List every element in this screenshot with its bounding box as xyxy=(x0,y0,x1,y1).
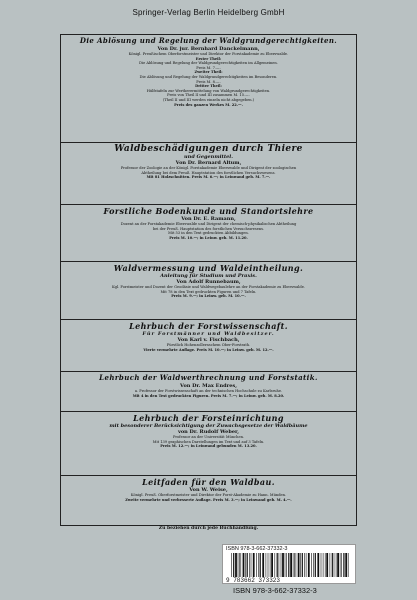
ad-author: Von Dr. jur. Bernhard Danckelmann, xyxy=(157,46,260,52)
ad-author: Von Dr. Max Endres, xyxy=(180,383,237,389)
barcode-bar xyxy=(253,553,255,577)
ad-forstwissenschaft xyxy=(61,320,356,372)
ad-line: Preis des ganzen Werkes M. 22.—. xyxy=(174,102,243,107)
ad-line: Zweite vermehrte und verbesserte Auflage. Preis M. 3.—; in Leinwand geb. M. 4.—. xyxy=(125,497,292,502)
barcode-bar xyxy=(294,553,295,577)
barcode-bar xyxy=(330,553,331,577)
ad-title: Die Ablösung und Regelung der Waldgrundgerechtigkeiten. xyxy=(79,36,338,45)
ad-subtitle: Für Forstmänner und Waldbesitzer. xyxy=(142,331,275,337)
ad-bodenkunde xyxy=(61,205,356,262)
barcode-bar xyxy=(337,553,339,577)
barcode-bar xyxy=(286,553,287,577)
ad-author: Von W. Weise, xyxy=(189,487,228,493)
ad-line: Abtheilung bei dem Preuß. Hauptstation des forstlichen Versuchswesens. xyxy=(141,170,276,175)
ad-author: Von Dr. E. Ramann, xyxy=(181,216,236,222)
barcode-bar xyxy=(348,553,349,577)
barcode-bar xyxy=(325,553,326,577)
ad-line: Preis M. 10.—; in Leinw. geb. M. 11.20. xyxy=(169,235,248,240)
barcode-bar xyxy=(279,553,280,577)
barcode-bar xyxy=(313,553,314,577)
barcode-label xyxy=(222,544,356,584)
isbn-large-text: ISBN 978-3-662-37332-3 xyxy=(233,586,317,595)
barcode-bar xyxy=(308,553,310,577)
publisher-name: Springer-Verlag Berlin Heidelberg GmbH xyxy=(132,8,285,17)
barcode-bar xyxy=(298,553,300,577)
barcode-bar xyxy=(247,553,248,577)
barcode-bar xyxy=(282,553,284,577)
barcode-bar xyxy=(321,553,322,577)
barcode-bar xyxy=(277,553,278,577)
ad-line: bei der Preuß. Hauptstation des forstlichen Versuchswesens. xyxy=(152,226,265,231)
barcode-bar xyxy=(235,553,237,577)
barcode-bar xyxy=(243,553,245,577)
ad-title: Lehrbuch der Waldwerthrechnung und Forststatik. xyxy=(99,373,318,382)
ad-line: Preis M. 7.—. xyxy=(196,65,221,70)
ad-line: Mit 53 in den Text gedruckten Abbildungen. xyxy=(168,231,249,236)
barcode-bar xyxy=(326,553,328,577)
ad-author: Von Dr. Bernard Altum, xyxy=(175,160,242,166)
barcode-bar xyxy=(233,553,234,577)
ad-title: Forstliche Bodenkunde und Standortslehre xyxy=(103,206,314,216)
barcode-bar xyxy=(238,553,239,577)
ad-line: Mit 81 Holzschnitten. Preis M. 6.—; in Leinwand geb. M. 7.—. xyxy=(146,175,271,180)
ad-line: Kgl. Forstmeister und Dozent der Geodäsie und Waldwegebaulehre an der Forstakademie zu Eberswalde. xyxy=(111,285,306,289)
barcode-bars xyxy=(229,553,351,577)
ad-title: Lehrbuch der Forsteinrichtung xyxy=(133,413,284,423)
ad-line: Professor an der Universität München. xyxy=(172,435,245,439)
ad-author: Von Karl v. Fischbach, xyxy=(177,337,240,343)
ad-line: Mit 4 in den Text gedruckten Figuren. Preis M. 7.—; in Leinw. geb. M. 8.20. xyxy=(132,393,285,398)
barcode-bar xyxy=(270,553,271,577)
ad-line: Dritter Theil: xyxy=(195,84,222,89)
barcode-bar xyxy=(293,553,294,577)
barcode-bar xyxy=(296,553,297,577)
barcode-bar xyxy=(345,553,347,577)
barcode-bar xyxy=(332,553,333,577)
ad-ablosung xyxy=(61,35,356,143)
barcode-bar xyxy=(336,553,337,577)
barcode-bar xyxy=(304,553,305,577)
ad-line: Preis M. 8.—. xyxy=(196,79,221,84)
ad-line: Königl. Preuß. Oberforstmeister und Direktor der Forst-Akademie zu Hann. Münden. xyxy=(130,493,287,497)
barcode-bar xyxy=(290,553,292,577)
ad-waldbeschaedigungen xyxy=(61,143,356,205)
barcode-bar xyxy=(239,553,240,577)
barcode-digits: 9 783662 373323 xyxy=(226,577,281,584)
barcode-bar xyxy=(341,553,342,577)
barcode-bar xyxy=(268,553,269,577)
ad-line: Dozent an der Forstakademie Eberswalde und Dirigent der chemisch-physikalischen Abtheilung xyxy=(120,222,297,226)
barcode-bar xyxy=(315,553,316,577)
barcode-bar xyxy=(256,553,257,577)
ad-line: Königl. Preußischem Oberforstmeister und Direktor der Forstakademie zu Eberswalde. xyxy=(128,52,289,56)
barcode-bar xyxy=(249,553,250,577)
ad-line: (Theil II und III werden einzeln nicht abgegeben.) xyxy=(162,97,255,102)
ad-line: Die Ablösung und Regelung der Waldgrundgerechtigkeiten im Besonderen. xyxy=(139,74,278,79)
ad-line: Mit 139 graphischen Darstellungen im Text und auf 3 Tafeln. xyxy=(152,439,265,444)
bookshop-note: Zu beziehen durch jede Buchhandlung. xyxy=(158,526,259,531)
ad-waldvermessung xyxy=(61,262,356,320)
ad-line: Vierte vermehrte Auflage. Preis M. 10.—; in Leinw. geb. M. 12.—. xyxy=(143,347,274,352)
barcode-bar xyxy=(302,553,303,577)
barcode-bar xyxy=(285,553,286,577)
barcode-bar xyxy=(231,553,232,577)
ad-subtitle: mit besonderer Berücksichtigung der Zuwachsgesetze der Waldbäume xyxy=(109,423,308,429)
barcode-bar xyxy=(281,553,282,577)
ad-author: Von Adolf Runnebaum, xyxy=(176,279,241,285)
barcode-bar xyxy=(262,553,264,577)
ad-title: Leitfaden für den Waldbau. xyxy=(142,477,275,487)
barcode-bar xyxy=(343,553,344,577)
barcode-bar xyxy=(300,553,301,577)
ad-waldwerthrechnung xyxy=(61,372,356,412)
barcode-bar xyxy=(241,553,242,577)
barcode-bar xyxy=(288,553,289,577)
barcode-bar xyxy=(306,553,307,577)
ad-title: Lehrbuch der Forstwissenschaft. xyxy=(129,321,288,331)
barcode-bar xyxy=(271,553,273,577)
ad-line: Erster Theil: xyxy=(195,56,222,61)
ad-subtitle: und Gegenmittel. xyxy=(184,154,233,160)
ad-title: Waldbeschädigungen durch Thiere xyxy=(114,144,303,154)
ad-line: Professor der Zoologie an der Königl. Forstakademie Eberswalde und Dirigent der zoologischen xyxy=(120,166,297,170)
barcode-bar xyxy=(340,553,341,577)
advertisement-sheet xyxy=(60,34,357,526)
barcode-bar xyxy=(311,553,312,577)
barcode-bar xyxy=(317,553,319,577)
ad-line: a. Professor der Forstwissenschaft an der technischen Hochschule zu Karlsruhe. xyxy=(134,389,283,393)
barcode-bar xyxy=(266,553,267,577)
ad-line: Zweiter Theil: xyxy=(194,70,223,75)
ad-title: Waldvermessung und Waldeintheilung. xyxy=(113,263,304,273)
ad-line: Mit 78 in den Text gedruckten Figuren und 7 Tafeln. xyxy=(160,289,257,294)
ad-line: Fürstlich Hohenzollernschem Ober-Forstrath. xyxy=(166,343,251,347)
ad-forsteinrichtung xyxy=(61,412,356,476)
barcode-bar xyxy=(251,553,252,577)
ad-line: Preis M. 9.—; in Leinw. geb. M. 10.—. xyxy=(171,294,246,299)
ad-author: von Dr. Rudolf Weber, xyxy=(177,429,240,435)
ad-line: Preis M. 12.—; in Leinwand gebunden M. 13.20. xyxy=(160,444,257,449)
barcode-bar xyxy=(260,553,261,577)
barcode-bar xyxy=(258,553,259,577)
barcode-bar xyxy=(323,553,324,577)
barcode-bar xyxy=(245,553,246,577)
isbn-small-text: ISBN 978-3-662-37332-3 xyxy=(226,546,288,552)
barcode-bar xyxy=(275,553,276,577)
ad-line: Die Ablösung und Regelung der Waldgrundgerechtigkeiten im Allgemeinen. xyxy=(139,61,278,66)
ad-line: Hülfstafeln zur Wertherermittelung von Waldgrundgerechtigkeiten. xyxy=(146,88,271,93)
ad-subtitle: Anleitung für Studium und Praxis. xyxy=(160,273,257,279)
barcode-bar xyxy=(334,553,335,577)
ad-waldbau xyxy=(61,476,356,525)
ad-line: Preis von Theil II und III zusammen M. 15.—. xyxy=(167,93,250,98)
